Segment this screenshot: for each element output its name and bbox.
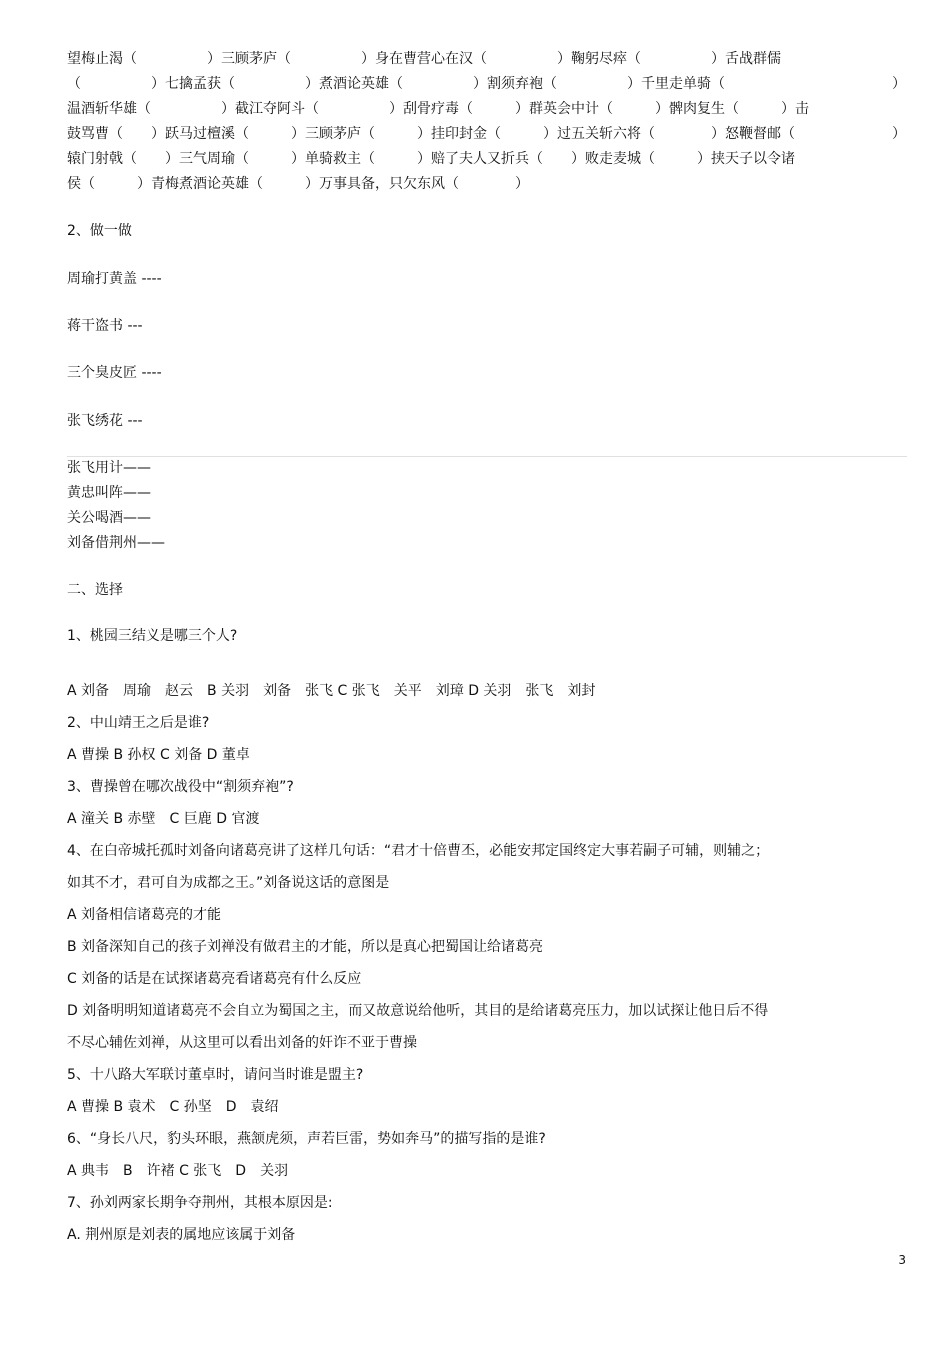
section-2-item: 蒋干盗书 --- <box>67 318 143 334</box>
blank-row-6: 侯（ ）青梅煮酒论英雄（ ）万事具备，只欠东风（ ） <box>67 176 529 192</box>
dash-item: 黄忠叫阵—— <box>67 485 151 501</box>
blank-row-5: 辕门射戟（ ）三气周瑜（ ）单骑救主（ ）赔了夫人又折兵（ ）败走麦城（ ）挟天子以令诸 <box>67 151 795 167</box>
divider <box>67 456 907 457</box>
dash-item: 关公喝酒—— <box>67 510 151 526</box>
blank-row-1: 望梅止渴（ ）三顾茅庐（ ）身在曹营心在汉（ ）鞠躬尽瘁（ ）舌战群儒 <box>67 51 781 67</box>
blank-row-2: （ ）七擒孟获（ ）煮酒论英雄（ ）割须弃袍（ ）千里走单骑（ <box>67 76 725 92</box>
option-line: 不尽心辅佐刘禅，从这里可以看出刘备的奸诈不亚于曹操 <box>67 1035 417 1051</box>
option-line: C 刘备的话是在试探诸葛亮看诸葛亮有什么反应 <box>67 971 362 987</box>
question-text: 6、“身长八尺，豹头环眼，燕颔虎须，声若巨雷，势如奔马”的描写指的是谁? <box>67 1131 546 1147</box>
choice-heading: 二、选择 <box>67 582 123 598</box>
blank-row-4-end: ） <box>892 126 906 142</box>
dash-item: 张飞用计—— <box>67 460 151 476</box>
section-2-item: 三个臭皮匠 ---- <box>67 365 162 381</box>
section-2-heading: 2、做一做 <box>67 223 132 239</box>
question-options: A 曹操 B 袁术 C 孙坚 D 袁绍 <box>67 1099 279 1115</box>
blank-row-4: 鼓骂曹（ ）跃马过檀溪（ ）三顾茅庐（ ）挂印封金（ ）过五关斩六将（ ）怒鞭督邮（ <box>67 126 795 142</box>
question-text-cont: 如其不才，君可自为成都之王。”刘备说这话的意图是 <box>67 875 390 891</box>
question-options: A 刘备 周瑜 赵云 B 关羽 刘备 张飞 C 张飞 关平 刘璋 D 关羽 张飞 刘封 <box>67 683 596 699</box>
question-text: 5、十八路大军联讨董卓时，请问当时谁是盟主? <box>67 1067 364 1083</box>
blank-row-2-end: ） <box>892 76 906 92</box>
option-line: D 刘备明明知道诸葛亮不会自立为蜀国之主，而又故意说给他听，其目的是给诸葛亮压力，加以试探让他日后不得 <box>67 1003 769 1019</box>
question-text: 1、桃园三结义是哪三个人? <box>67 628 238 644</box>
question-options: A 曹操 B 孙权 C 刘备 D 董卓 <box>67 747 250 763</box>
section-2-item: 周瑜打黄盖 ---- <box>67 271 162 287</box>
question-text: 3、曹操曾在哪次战役中“割须弃袍”? <box>67 779 294 795</box>
question-options: A 潼关 B 赤壁 C 巨鹿 D 官渡 <box>67 811 260 827</box>
question-options: A. 荆州原是刘表的属地应该属于刘备 <box>67 1227 296 1243</box>
question-text: 4、在白帝城托孤时刘备向诸葛亮讲了这样几句话：“君才十倍曹丕，必能安邦定国终定大事若嗣子可辅，则辅之； <box>67 843 770 859</box>
page-number: 3 <box>898 1253 906 1267</box>
question-text: 2、中山靖王之后是谁? <box>67 715 210 731</box>
section-2-item: 张飞绣花 --- <box>67 413 143 429</box>
question-options: A 典韦 B 许褚 C 张飞 D 关羽 <box>67 1163 289 1179</box>
option-line: A 刘备相信诸葛亮的才能 <box>67 907 222 923</box>
blank-row-3: 温酒斩华雄（ ）截江夺阿斗（ ）刮骨疗毒（ ）群英会中计（ ）髀肉复生（ ）击 <box>67 101 809 117</box>
option-line: B 刘备深知自己的孩子刘禅没有做君主的才能，所以是真心把蜀国让给诸葛亮 <box>67 939 544 955</box>
dash-item: 刘备借荆州—— <box>67 535 165 551</box>
question-text: 7、孙刘两家长期争夺荆州，其根本原因是: <box>67 1195 333 1211</box>
